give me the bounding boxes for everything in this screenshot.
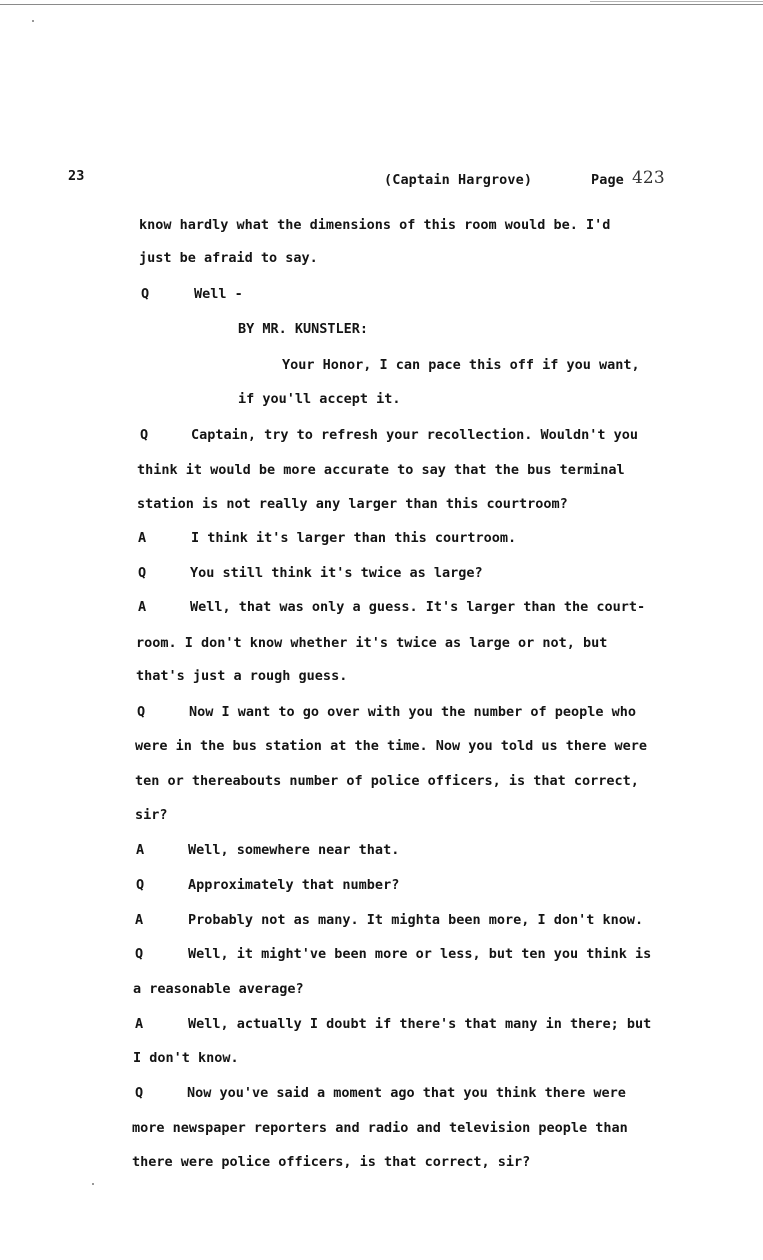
transcript-line: were in the bus station at the time. Now you told us there were xyxy=(135,738,648,754)
transcript-line: Well - xyxy=(194,286,243,302)
transcript-line: Captain, try to refresh your recollection. Wouldn't you xyxy=(191,427,639,443)
speaker-q: Q xyxy=(141,286,150,302)
transcript-line: there were police officers, is that correct, sir? xyxy=(132,1154,531,1170)
transcript-line: room. I don't know whether it's twice as large or not, but xyxy=(136,635,608,651)
scan-speck xyxy=(92,1183,94,1185)
page-number: 423 xyxy=(632,168,665,188)
transcript-line: just be afraid to say. xyxy=(139,250,318,266)
speaker-q: Q xyxy=(135,946,144,962)
speaker-a: A xyxy=(135,912,144,928)
line-number: 23 xyxy=(68,168,85,184)
transcript-line: more newspaper reporters and radio and television people than xyxy=(132,1120,628,1136)
speaker-q: Q xyxy=(140,427,149,443)
transcript-line: ten or thereabouts number of police officers, is that correct, xyxy=(135,773,639,789)
transcript-line: Probably not as many. It mighta been more, I don't know. xyxy=(188,912,644,928)
transcript-line: a reasonable average? xyxy=(133,981,304,997)
page-label: Page xyxy=(591,172,624,188)
scan-top-edge-mark xyxy=(590,1,763,2)
transcript-line: Well, actually I doubt if there's that many in there; but xyxy=(188,1016,652,1032)
speaker-q: Q xyxy=(137,704,146,720)
speaker-q: Q xyxy=(136,877,145,893)
transcript-line: think it would be more accurate to say that the bus terminal xyxy=(137,462,625,478)
transcript-line: sir? xyxy=(135,807,168,823)
examiner-heading: BY MR. KUNSTLER: xyxy=(238,321,369,337)
transcript-line: know hardly what the dimensions of this room would be. I'd xyxy=(139,217,611,233)
speaker-a: A xyxy=(135,1016,144,1032)
transcript-line: Now you've said a moment ago that you think there were xyxy=(187,1085,626,1101)
transcript-line: I don't know. xyxy=(133,1050,239,1066)
speaker-a: A xyxy=(138,599,147,615)
transcript-line: that's just a rough guess. xyxy=(136,668,348,684)
transcript-line: I think it's larger than this courtroom. xyxy=(191,530,517,546)
witness-name: (Captain Hargrove) xyxy=(384,172,533,188)
speaker-q: Q xyxy=(138,565,147,581)
transcript-line: Well, that was only a guess. It's larger than the court- xyxy=(190,599,646,615)
speaker-a: A xyxy=(136,842,145,858)
scan-top-edge xyxy=(0,4,763,5)
transcript-line: Well, it might've been more or less, but ten you think is xyxy=(188,946,652,962)
transcript-line: Now I want to go over with you the number of people who xyxy=(189,704,637,720)
transcript-line: station is not really any larger than this courtroom? xyxy=(137,496,568,512)
transcript-line: Approximately that number? xyxy=(188,877,400,893)
speaker-q: Q xyxy=(135,1085,144,1101)
transcript-line: Well, somewhere near that. xyxy=(188,842,400,858)
speaker-a: A xyxy=(138,530,147,546)
scan-speck xyxy=(32,20,34,22)
transcript-line: You still think it's twice as large? xyxy=(190,565,483,581)
transcript-line: if you'll accept it. xyxy=(238,391,401,407)
transcript-line: Your Honor, I can pace this off if you want, xyxy=(282,357,640,373)
